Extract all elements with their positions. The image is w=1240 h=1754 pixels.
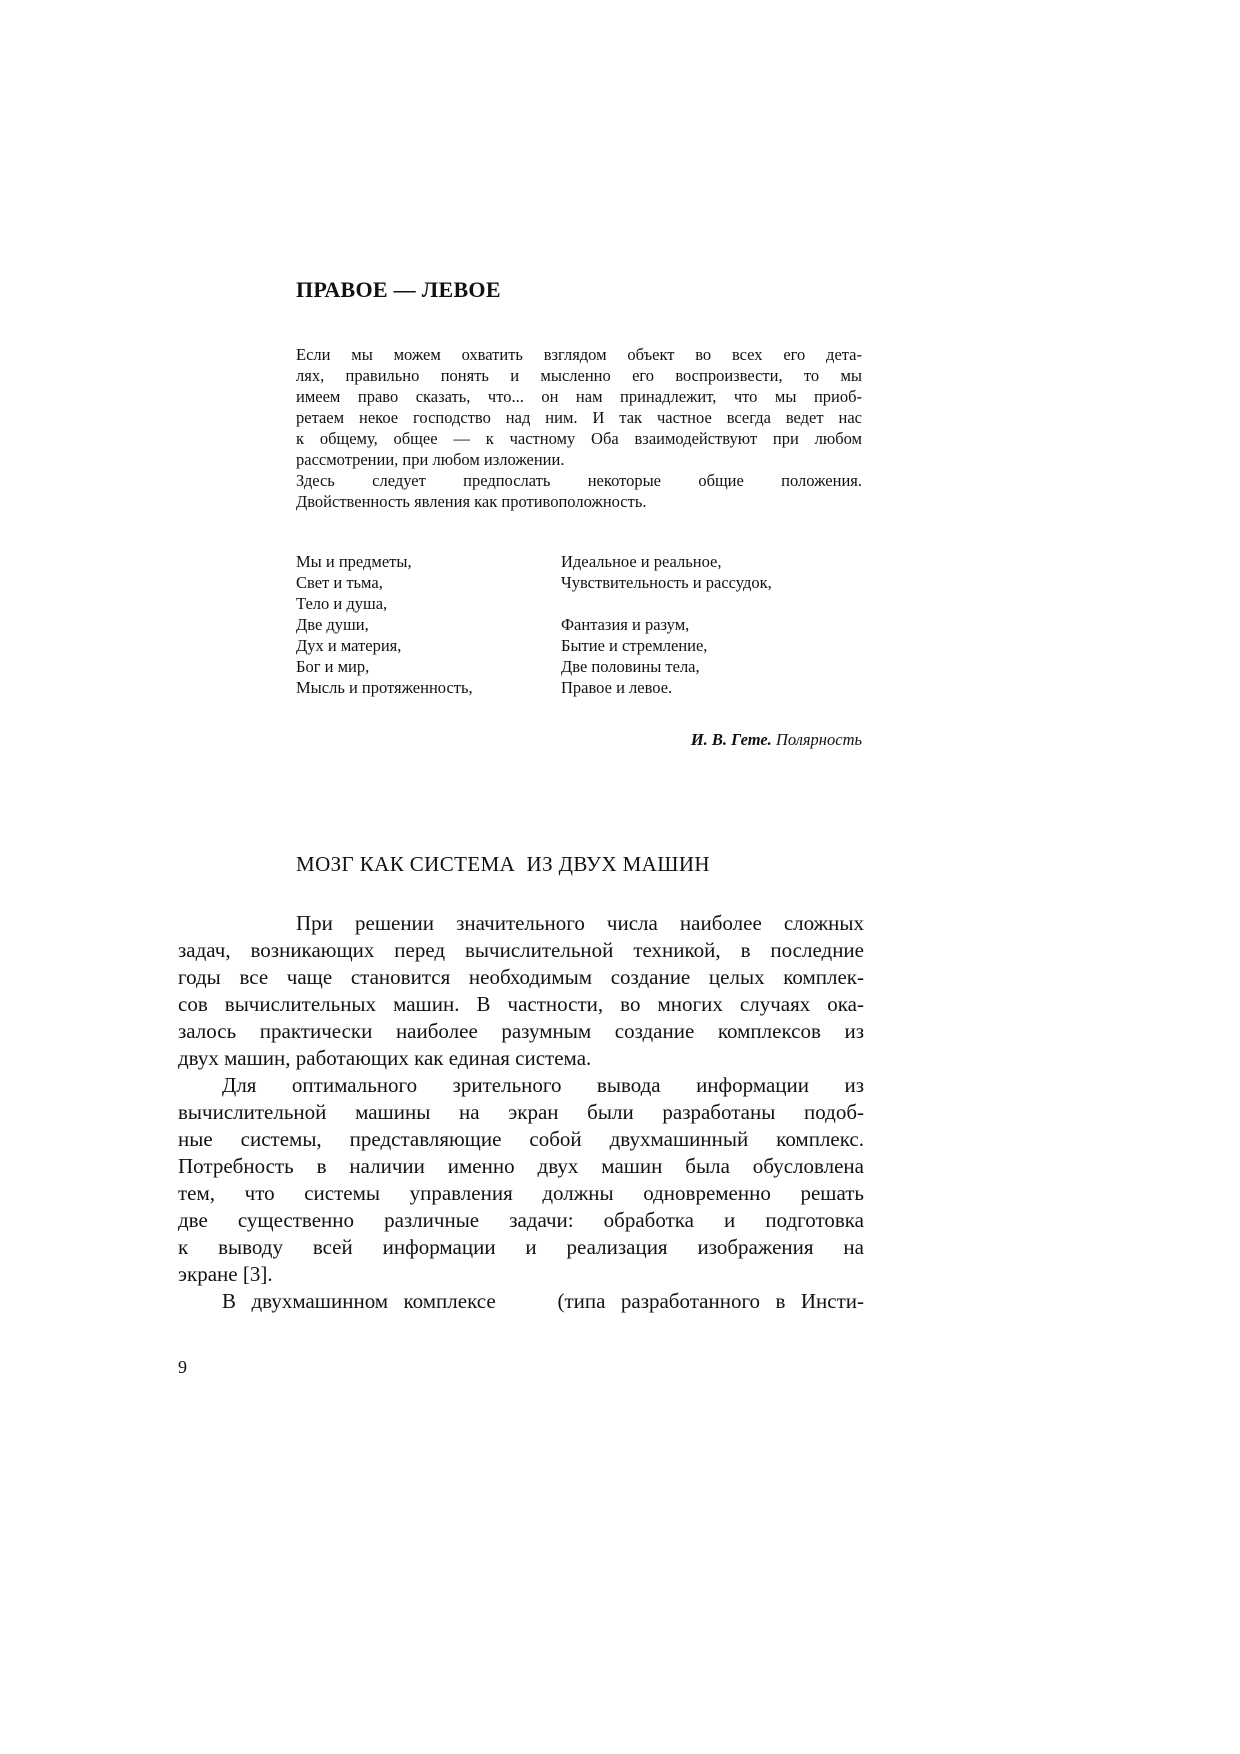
- poem-line: Две половины тела,: [561, 657, 700, 676]
- poem-line: Бог и мир,: [296, 657, 370, 676]
- poem-line: Правое и левое.: [561, 678, 673, 697]
- epigraph-line: лях, правильно понять и мысленно его воспроизвести, то мы: [296, 366, 862, 385]
- poem-line: Фантазия и разум,: [561, 615, 690, 634]
- body-line: к выводу всей информации и реализация изображения на: [178, 1235, 864, 1259]
- body-line: Для оптимального зрительного вывода информации из: [222, 1073, 864, 1097]
- epigraph-line: Здесь следует предпослать некоторые общие положения.: [296, 471, 862, 490]
- page-number: 9: [178, 1357, 187, 1377]
- epigraph-line: к общему, общее — к частному Оба взаимодействуют при любом: [296, 429, 862, 448]
- poem-line: Идеальное и реальное,: [561, 552, 722, 571]
- body-line: экране [3].: [178, 1262, 273, 1286]
- body-line: В двухмашинном комплексе (типа разработанного в Инсти-: [222, 1289, 864, 1313]
- body-line: ные системы, представляющие собой двухмашинный комплекс.: [178, 1127, 864, 1151]
- body-line: вычислительной машины на экран были разработаны подоб-: [178, 1100, 864, 1124]
- poem-line: Чувствительность и рассудок,: [561, 573, 772, 592]
- body-line: годы все чаще становится необходимым создание целых комплек-: [178, 965, 864, 989]
- poem-line: Свет и тьма,: [296, 573, 383, 592]
- body-line: залось практически наиболее разумным создание комплексов из: [178, 1019, 864, 1043]
- epigraph-line: рассмотрении, при любом изложении.: [296, 450, 565, 469]
- epigraph-attribution: [691, 729, 862, 750]
- epigraph-line: имеем право сказать, что... он нам принадлежит, что мы приоб-: [296, 387, 862, 406]
- body-line: Потребность в наличии именно двух машин была обусловлена: [178, 1154, 864, 1178]
- poem-line: Мы и предметы,: [296, 552, 412, 571]
- section-title: МОЗГ КАК СИСТЕМА ИЗ ДВУХ МАШИН: [296, 852, 710, 876]
- body-line: При решении значительного числа наиболее сложных: [296, 911, 864, 935]
- body-line: сов вычислительных машин. В частности, во многих случаях ока-: [178, 992, 864, 1016]
- poem-line: Тело и душа,: [296, 594, 388, 613]
- chapter-title: ПРАВОЕ — ЛЕВОЕ: [296, 277, 501, 302]
- poem-line: Две души,: [296, 615, 369, 634]
- epigraph-line: Если мы можем охватить взглядом объект во всех его дета-: [296, 345, 862, 364]
- body-line: двух машин, работающих как единая система.: [178, 1046, 592, 1070]
- attribution-work: Полярность: [775, 730, 862, 749]
- body-line: тем, что системы управления должны одновременно решать: [178, 1181, 864, 1205]
- poem-line: Бытие и стремление,: [561, 636, 708, 655]
- epigraph-line: Двойственность явления как противоположность.: [296, 492, 647, 511]
- body-line: две существенно различные задачи: обработка и подготовка: [178, 1208, 864, 1232]
- epigraph-line: ретаем некое господство над ним. И так частное всегда ведет нас: [296, 408, 862, 427]
- attribution-author: И. В. Гете.: [690, 730, 772, 749]
- poem-line: Дух и материя,: [296, 636, 402, 655]
- body-line: задач, возникающих перед вычислительной техникой, в последние: [178, 938, 864, 962]
- poem-line: Мысль и протяженность,: [296, 678, 473, 697]
